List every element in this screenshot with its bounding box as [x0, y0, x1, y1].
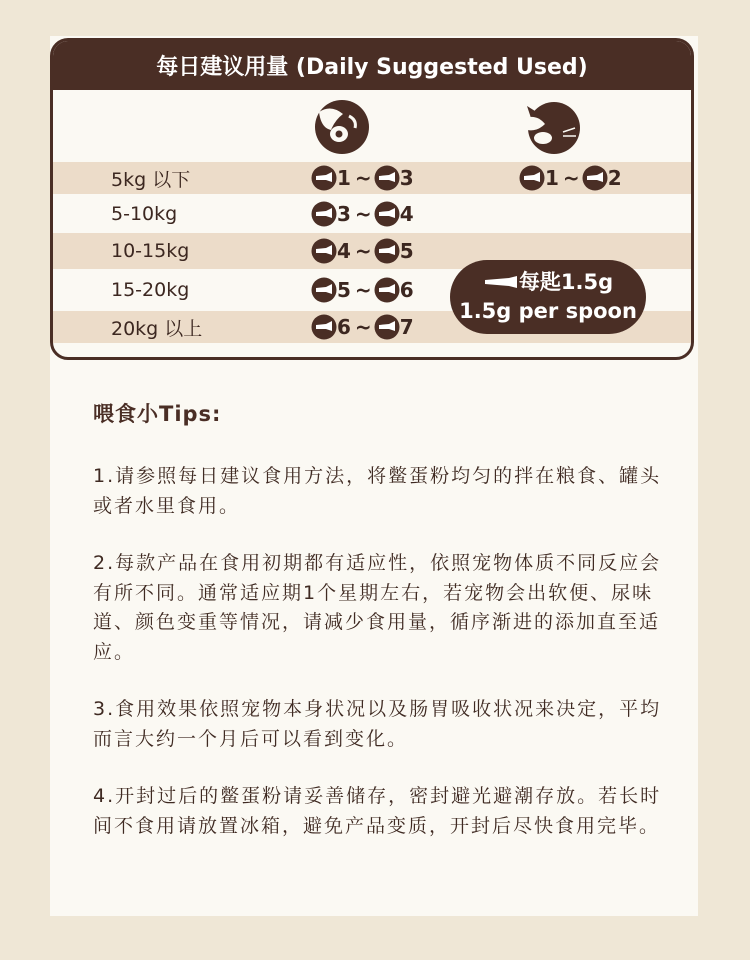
dog-dose: [311, 165, 414, 191]
dose-from: 1: [545, 166, 559, 190]
spoon-icon: [374, 165, 400, 191]
weight-range-label: 20kg 以上: [111, 317, 203, 340]
spoon-size-note: [450, 260, 646, 334]
dose-from: 5: [337, 278, 351, 302]
spoon-icon: [311, 238, 337, 264]
spoon-icon: [311, 165, 337, 191]
spoon-icon: [374, 238, 400, 264]
weight-range-label: 15-20kg: [111, 279, 190, 301]
spoon-note-en: 1.5g per spoon: [459, 299, 637, 323]
dog-dose: [311, 314, 414, 340]
tip-item: 4.开封过后的鳖蛋粉请妥善储存，密封避光避潮存放。若长时间不食用请放置冰箱，避免产品变质，开封后尽快食用完毕。: [93, 785, 662, 837]
dog-dose: [311, 277, 414, 303]
dose-separator: ~: [354, 239, 372, 263]
spoon-icon: [374, 201, 400, 227]
dose-separator: ~: [354, 278, 372, 302]
dose-to: 6: [399, 278, 414, 302]
measuring-spoon-icon: [483, 274, 519, 292]
dose-from: 4: [337, 239, 351, 263]
spoon-icon: [374, 277, 400, 303]
cat-dose: [519, 165, 622, 191]
dose-from: 3: [337, 202, 351, 226]
dose-from: 6: [337, 315, 351, 339]
spoon-icon: [311, 201, 337, 227]
dose-separator: ~: [354, 315, 372, 339]
dose-to: 2: [607, 166, 622, 190]
spoon-icon: [311, 314, 337, 340]
dose-separator: ~: [562, 166, 580, 190]
spoon-icon: [311, 277, 337, 303]
tip-item: 1.请参照每日建议食用方法，将鳖蛋粉均匀的拌在粮食、罐头或者水里食用。: [93, 465, 662, 517]
dog-icon: [309, 98, 375, 156]
tips-title: 喂食小Tips:: [93, 402, 222, 426]
dosage-row: [53, 162, 691, 194]
dose-to: 3: [399, 166, 414, 190]
spoon-icon: [582, 165, 608, 191]
dosage-table: [50, 38, 694, 360]
table-title: 每日建议用量 (Daily Suggested Used): [53, 41, 691, 90]
pet-icon-row: [53, 90, 691, 162]
dose-to: 5: [399, 239, 414, 263]
spoon-icon: [374, 314, 400, 340]
dosage-row: [53, 196, 691, 232]
dose-separator: ~: [354, 202, 372, 226]
dog-dose: [311, 201, 414, 227]
dose-to: 7: [399, 315, 414, 339]
spoon-note-cn: 每匙1.5g: [518, 270, 614, 294]
weight-range-label: 5-10kg: [111, 203, 178, 225]
dog-dose: [311, 238, 414, 264]
feeding-tips: [93, 398, 673, 869]
dose-from: 1: [337, 166, 351, 190]
tip-item: 3.食用效果依照宠物本身状况以及肠胃吸收状况来决定，平均而言大约一个月后可以看到变化。: [93, 698, 662, 750]
dose-separator: ~: [354, 166, 372, 190]
cat-icon: [519, 98, 585, 156]
dose-to: 4: [399, 202, 414, 226]
weight-range-label: 10-15kg: [111, 240, 190, 262]
tip-item: 2.每款产品在食用初期都有适应性，依照宠物体质不同反应会有所不同。通常适应期1个星期左右，若宠物会出软便、尿味道、颜色变重等情况，请减少食用量，循序渐进的添加直至适应。: [93, 552, 662, 663]
spoon-icon: [519, 165, 545, 191]
weight-range-label: 5kg 以下: [111, 168, 191, 191]
